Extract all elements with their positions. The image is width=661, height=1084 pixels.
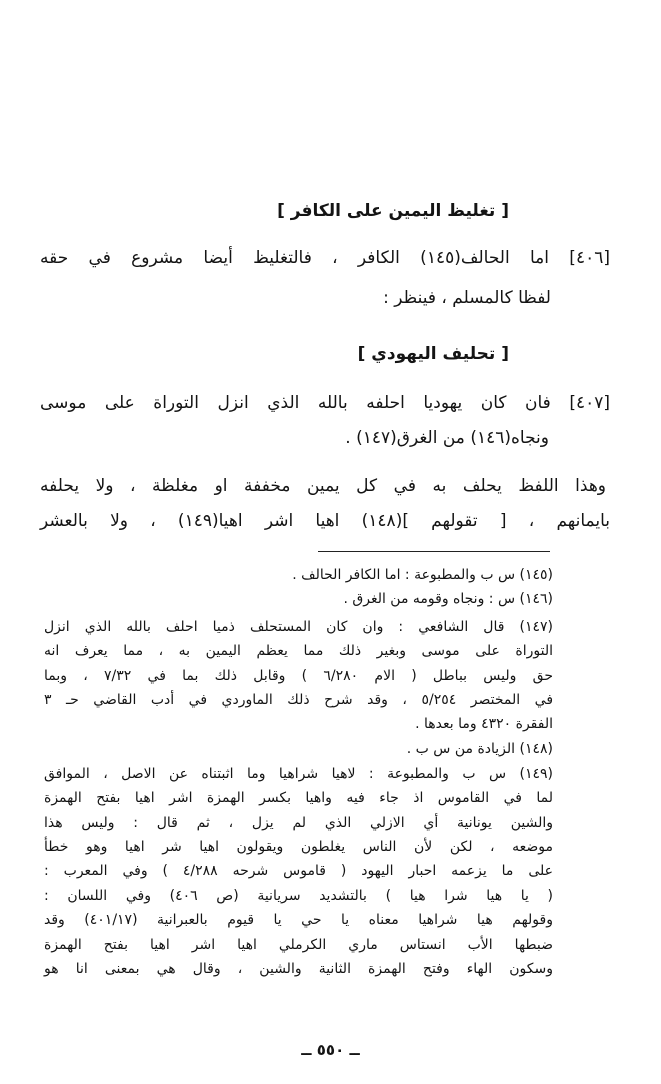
footnote-147-line-4: في المختصر ٥/٢٥٤ ، وقد شرح ذلك الماوردي في أدب القاضي حـ ٣ xyxy=(44,692,554,708)
footnote-146: (١٤٦) س : ونجاه وقومه من الغرق . xyxy=(343,591,553,607)
footnote-147-line-5: الفقرة ٤٣٢٠ وما بعدها . xyxy=(415,716,553,732)
footnote-149-line-5: على ما يزعمه احبار اليهود ( قاموس شرحه ٤/٢٨٨ ) وفي المعرب : xyxy=(44,863,553,879)
paragraph-406-line-1: [٤٠٦] اما الحالف(١٤٥) الكافر ، فالتغليظ أيضا مشروع في حقه xyxy=(40,248,610,268)
footnote-147-line-1: (١٤٧) قال الشافعي : وان كان المستحلف ذميا احلف بالله الذي انزل xyxy=(44,619,553,635)
footnote-149-line-4: موضعه ، لكن لأن الناس يغلطون ويقولون اهيا شر اهيا وهو خطأ xyxy=(44,839,553,855)
paragraph-406-line-2: لفظا كالمسلم ، فينظر : xyxy=(383,288,551,308)
paragraph-407-line-4: بايمانهم ، [ تقولهم ](١٤٨) اهيا اشر اهيا(١٤٩) ، ولا بالعشر xyxy=(40,511,610,531)
footnote-149-line-7: وقولهم هيا شراهيا معناه يا حي يا قيوم بالعبرانية (٤٠١/١٧) وقد xyxy=(44,912,553,928)
footnote-149-line-3: والشين يونانية أي الازلي الذي لم يزل ، ثم قال : وليس هذا xyxy=(44,815,553,831)
section-heading-kafir-oath: [ تغليظ اليمين على الكافر ] xyxy=(277,201,509,221)
footnote-149-line-6: ( يا هيا شرا هيا ) بالتشديد سريانية (ص ٤٠٦) وفي اللسان : xyxy=(44,888,553,904)
footnote-145: (١٤٥) س ب والمطبوعة : اما الكافر الحالف . xyxy=(292,567,553,583)
footnote-149-line-8: ضبطها الأب انستاس ماري الكرملي اهيا اشر اهيا بفتح الهمزة xyxy=(44,937,553,953)
footnote-147-line-3: حق وليس بباطل ( الام ٦/٢٨٠ ) وقابل ذلك بما في ٧/٣٢ ، وبما xyxy=(44,668,553,684)
page-number: ــ ٥٥٠ ــ xyxy=(301,1041,360,1059)
footnote-148: (١٤٨) الزيادة من س ب . xyxy=(406,741,553,757)
footnote-147-line-2: التوراة على موسى وبغير ذلك مما يعظم اليمين به ، مما يعرف انه xyxy=(44,643,553,659)
footnote-separator xyxy=(318,551,550,552)
footnote-149-line-1: (١٤٩) س ب والمطبوعة : لاهيا شراهيا وما اثبتناه عن الاصل ، الموافق xyxy=(44,766,553,782)
section-heading-jewish-oath: [ تحليف اليهودي ] xyxy=(357,344,509,364)
paragraph-407-line-2: ونجاه(١٤٦) من الغرق(١٤٧) . xyxy=(345,428,549,448)
paragraph-407-line-1: [٤٠٧] فان كان يهوديا احلفه بالله الذي انزل التوراة على موسى xyxy=(40,393,610,413)
footnote-149-line-9: وسكون الهاء وفتح الهمزة الثانية والشين ، وقال هي بمعنى انا هو xyxy=(44,961,553,977)
footnote-149-line-2: لما في القاموس اذ جاء فيه واهيا بكسر الهمزة اشر اهيا بفتح الهمزة xyxy=(44,790,553,806)
paragraph-407-line-3: وهذا اللفظ يحلف به في كل يمين مخففة او مغلظة ، ولا يحلفه xyxy=(40,476,606,496)
